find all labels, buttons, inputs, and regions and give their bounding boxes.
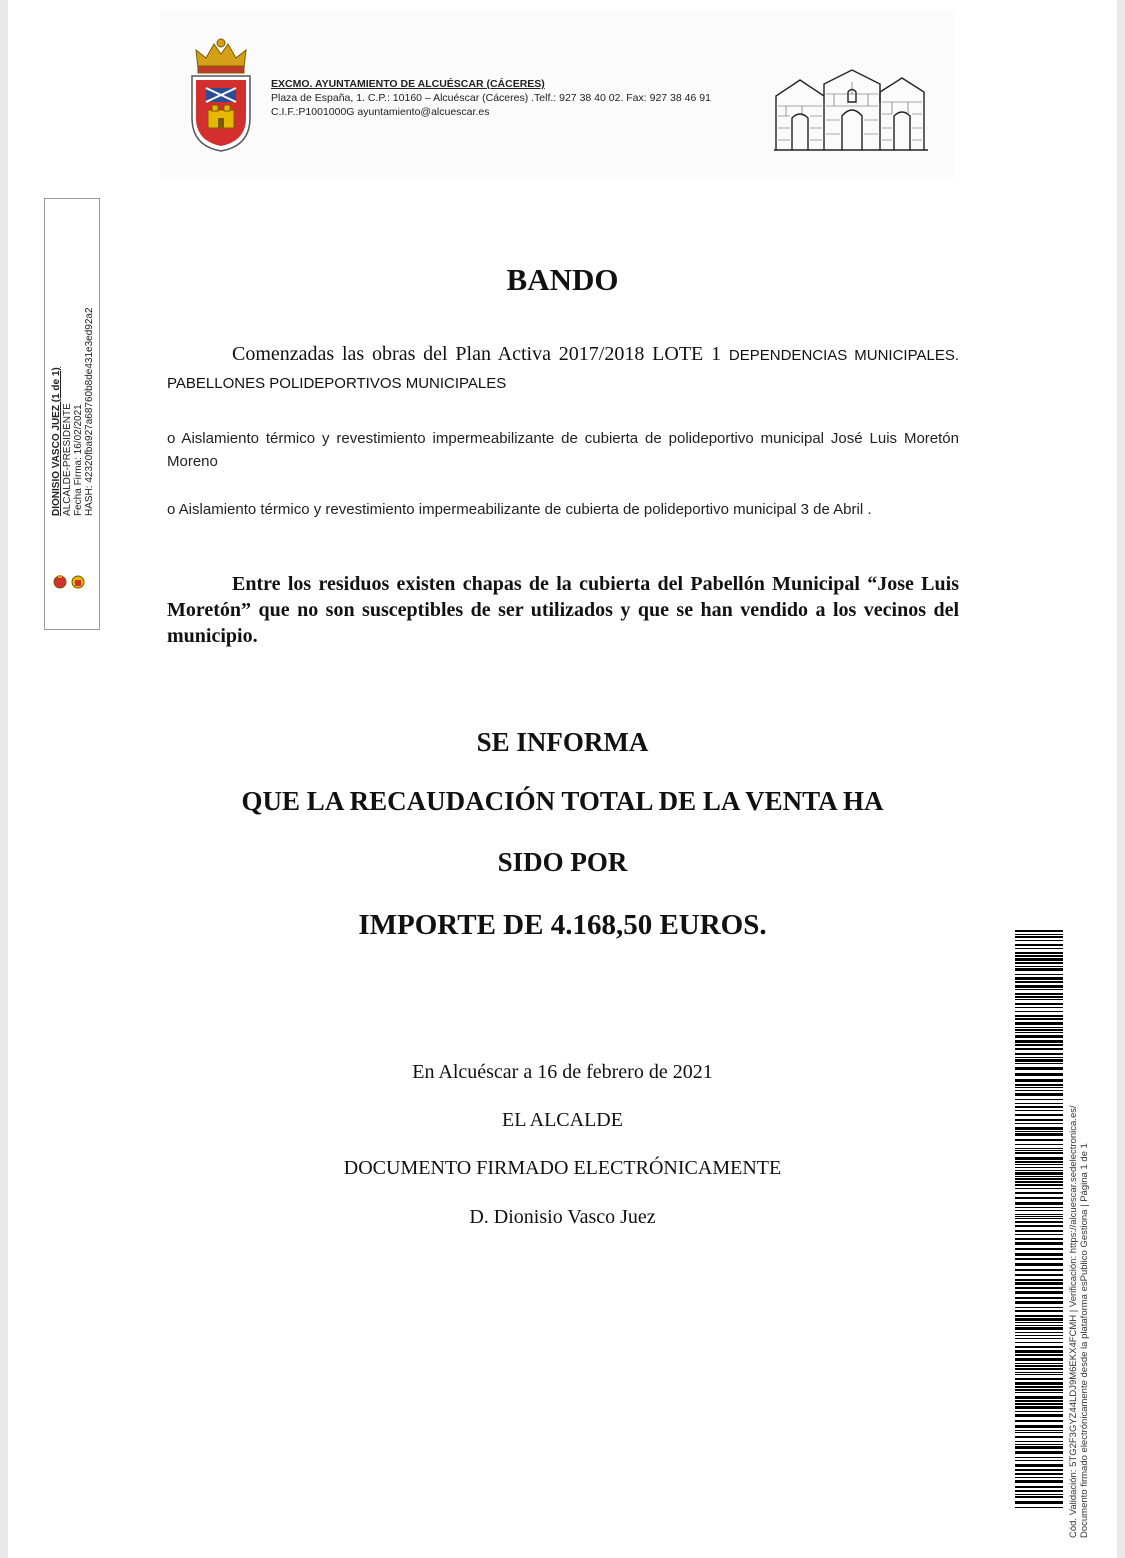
barcode	[1015, 930, 1063, 1508]
barcode-bar	[1015, 1022, 1063, 1025]
barcode-bar	[1015, 1093, 1063, 1096]
barcode-bar	[1015, 1350, 1063, 1353]
barcode-bar	[1015, 1073, 1063, 1076]
barcode-bar	[1015, 1297, 1063, 1299]
barcode-bar	[1015, 1003, 1063, 1005]
coat-of-arms-logo	[186, 38, 256, 153]
barcode-bar	[1015, 999, 1063, 1000]
barcode-bar	[1015, 977, 1063, 980]
verification-code: Cód. Validación: 5TG2F3GYZ44LDJ9M6EKX4FCMH | Verificación: https://alcuescar.sedelectronica.es/	[1068, 1105, 1079, 1538]
barcode-bar	[1015, 1307, 1063, 1308]
barcode-bar	[1015, 1501, 1063, 1504]
barcode-bar	[1015, 1486, 1063, 1488]
closing-office: EL ALCALDE	[502, 1109, 623, 1131]
barcode-bar	[1015, 1327, 1063, 1330]
barcode-bar	[1015, 1436, 1063, 1438]
organization-cif-email: C.I.F.:P1001000G ayuntamiento@alcuescar.es	[271, 106, 490, 118]
barcode-bar	[1015, 1400, 1063, 1402]
barcode-bar	[1015, 1310, 1063, 1312]
barcode-bar	[1015, 1253, 1063, 1256]
barcode-bar	[1015, 1103, 1063, 1104]
barcode-bar	[1015, 1164, 1063, 1165]
barcode-bar	[1015, 1279, 1063, 1281]
barcode-bar	[1015, 1110, 1063, 1111]
barcode-bar	[1015, 1325, 1063, 1326]
barcode-bar	[1015, 1210, 1063, 1211]
barcode-bar	[1015, 981, 1063, 983]
church-drawing	[772, 62, 932, 154]
barcode-bar	[1015, 1044, 1063, 1046]
intro-departments: DEPENDENCIAS MUNICIPALES. PABELLONES POLIDEPORTIVOS MUNICIPALES	[167, 347, 960, 392]
barcode-bar	[1015, 1084, 1063, 1086]
barcode-bar	[1015, 1414, 1063, 1417]
barcode-bar	[1015, 1396, 1063, 1399]
barcode-bar	[1015, 1322, 1063, 1323]
barcode-bar	[1015, 1027, 1063, 1028]
barcode-bar	[1015, 958, 1063, 961]
barcode-bar	[1015, 1406, 1063, 1409]
barcode-bar	[1015, 1332, 1063, 1333]
barcode-bar	[1015, 1507, 1063, 1508]
barcode-bar	[1015, 1242, 1063, 1245]
barcode-bar	[1015, 1389, 1063, 1391]
barcode-bar	[1015, 1172, 1063, 1175]
barcode-bar	[1015, 1181, 1063, 1183]
barcode-bar	[1015, 989, 1063, 990]
barcode-bar	[1015, 1167, 1063, 1168]
barcode-bar	[1015, 952, 1063, 954]
barcode-bar	[1015, 1494, 1063, 1495]
barcode-bar	[1015, 1007, 1063, 1008]
announcement-line-3: SIDO POR	[497, 847, 628, 877]
barcode-bar	[1015, 1469, 1063, 1471]
barcode-bar	[1015, 948, 1063, 949]
barcode-bar	[1015, 1161, 1063, 1163]
barcode-bar	[1015, 1315, 1063, 1317]
barcode-bar	[1015, 1144, 1063, 1145]
barcode-bar	[1015, 1157, 1063, 1160]
barcode-bar	[1015, 1368, 1063, 1370]
barcode-bar	[1015, 968, 1063, 971]
closing-signed-note: DOCUMENTO FIRMADO ELECTRÓNICAMENTE	[343, 1157, 782, 1179]
barcode-bar	[1015, 1430, 1063, 1431]
signer-name: DIONISIO VASCO JUEZ (1 de 1)	[51, 367, 62, 516]
barcode-bar	[1015, 1338, 1063, 1339]
barcode-bar	[1015, 1374, 1063, 1375]
barcode-bar	[1015, 1202, 1063, 1205]
barcode-bar	[1015, 1059, 1063, 1062]
barcode-bar	[1015, 1170, 1063, 1171]
barcode-bar	[1015, 985, 1063, 988]
barcode-bar	[1015, 1216, 1063, 1217]
barcode-bar	[1015, 1015, 1063, 1017]
barcode-bar	[1015, 1221, 1063, 1223]
barcode-bar	[1015, 993, 1063, 995]
barcode-bar	[1015, 1057, 1063, 1058]
barcode-bar	[1015, 1432, 1063, 1433]
barcode-bar	[1015, 1258, 1063, 1260]
barcode-bar	[1015, 1425, 1063, 1428]
barcode-bar	[1015, 1133, 1063, 1136]
signature-hash: HASH: 42320fba927a68760b8de431e3ed92a2	[84, 307, 95, 516]
barcode-bar	[1015, 1365, 1063, 1367]
barcode-bar	[1015, 1079, 1063, 1082]
barcode-bar	[1015, 1301, 1063, 1304]
barcode-bar	[1015, 1382, 1063, 1385]
barcode-bar	[1015, 1477, 1063, 1478]
barcode-bar	[1015, 1214, 1063, 1215]
barcode-bar	[1015, 962, 1063, 964]
barcode-bar	[1015, 1106, 1063, 1108]
barcode-bar	[1015, 1099, 1063, 1100]
barcode-bar	[1015, 1444, 1063, 1445]
barcode-bar	[1015, 1282, 1063, 1285]
barcode-bar	[1015, 944, 1063, 946]
barcode-bar	[1015, 1063, 1063, 1064]
barcode-bar	[1015, 1403, 1063, 1405]
barcode-bar	[1015, 934, 1063, 935]
barcode-bar	[1015, 1131, 1063, 1132]
barcode-bar	[1015, 1123, 1063, 1124]
barcode-bar	[1015, 936, 1063, 938]
barcode-bar	[1015, 1318, 1063, 1321]
barcode-bar	[1015, 1480, 1063, 1483]
barcode-bar	[1015, 1207, 1063, 1208]
announcement-line-2: QUE LA RECAUDACIÓN TOTAL DE LA VENTA HA	[241, 786, 884, 816]
closing-signer: D. Dionisio Vasco Juez	[469, 1206, 656, 1228]
barcode-bar	[1015, 1473, 1063, 1475]
barcode-bar	[1015, 1114, 1063, 1116]
barcode-bar	[1015, 1354, 1063, 1356]
barcode-bar	[1015, 1139, 1063, 1141]
barcode-bar	[1015, 1148, 1063, 1149]
barcode-bar	[1015, 1446, 1063, 1449]
document-title: BANDO	[506, 262, 619, 297]
bullet-item-2: o Aislamiento térmico y revestimiento impermeabilizante de cubierta de polideportivo municipal 3 de Abril .	[167, 501, 872, 518]
barcode-bar	[1015, 1188, 1063, 1189]
intro-paragraph	[167, 341, 959, 397]
barcode-bar	[1015, 1274, 1063, 1276]
signature-text	[51, 216, 95, 516]
closing-place-date: En Alcuéscar a 16 de febrero de 2021	[412, 1061, 713, 1083]
intro-text: Comenzadas las obras del Plan Activa 2017/2018 LOTE 1	[232, 343, 722, 365]
notice-paragraph: Entre los residuos existen chapas de la cubierta del Pabellón Municipal “Jose Luis Moretón” que no son susceptibles de ser utilizados y que se han vendido a los vecinos del municipio.	[167, 573, 959, 647]
barcode-bar	[1015, 1011, 1063, 1012]
barcode-bar	[1015, 1490, 1063, 1492]
barcode-bar	[1015, 966, 1063, 967]
barcode-bar	[1015, 1018, 1063, 1020]
barcode-bar	[1015, 1192, 1063, 1194]
signature-date: Fecha Firma: 16/02/2021	[73, 404, 84, 516]
barcode-bar	[1015, 1150, 1063, 1151]
barcode-bar	[1015, 1184, 1063, 1186]
letterhead-text	[271, 77, 711, 119]
barcode-bar	[1015, 955, 1063, 957]
barcode-bar	[1015, 1225, 1063, 1227]
verification-platform: Documento firmado electrónicamente desde la plataforma esPublico Gestiona | Página 1 de 1	[1079, 1143, 1090, 1538]
barcode-bar	[1015, 1269, 1063, 1271]
barcode-bar	[1015, 1287, 1063, 1289]
barcode-bar	[1015, 1048, 1063, 1050]
bullet-item-1: o Aislamiento térmico y revestimiento impermeabilizante de cubierta de polideportivo municipal José Luis Moretón Moreno	[167, 430, 959, 470]
barcode-bar	[1015, 1372, 1063, 1373]
barcode-bar	[1015, 974, 1063, 975]
barcode-bar	[1015, 1234, 1063, 1235]
page-edge-left	[0, 0, 8, 1558]
barcode-bar	[1015, 1411, 1063, 1412]
barcode-bar	[1015, 1420, 1063, 1422]
barcode-bar	[1015, 1378, 1063, 1380]
barcode-bar	[1015, 1032, 1063, 1033]
barcode-bar	[1015, 1335, 1063, 1336]
verification-text	[1068, 978, 1090, 1538]
barcode-bar	[1015, 1464, 1063, 1467]
barcode-bar	[1015, 1029, 1063, 1031]
barcode-bar	[1015, 1451, 1063, 1454]
barcode-bar	[1015, 1238, 1063, 1240]
barcode-bar	[1015, 1346, 1063, 1348]
barcode-bar	[1015, 1035, 1063, 1038]
signature-seal-icon	[51, 572, 87, 592]
barcode-bar	[1015, 1040, 1063, 1043]
barcode-bar	[1015, 1392, 1063, 1393]
barcode-bar	[1015, 1090, 1063, 1091]
barcode-bar	[1015, 1291, 1063, 1294]
barcode-bar	[1015, 1496, 1063, 1498]
barcode-bar	[1015, 1460, 1063, 1461]
barcode-bar	[1015, 930, 1063, 932]
barcode-bar	[1015, 1342, 1063, 1343]
barcode-bar	[1015, 1197, 1063, 1199]
barcode-bar	[1015, 1263, 1063, 1266]
barcode-bar	[1015, 1152, 1063, 1154]
barcode-bar	[1015, 1358, 1063, 1361]
barcode-bar	[1015, 1053, 1063, 1055]
barcode-bar	[1015, 1218, 1063, 1219]
barcode-bar	[1015, 1178, 1063, 1180]
barcode-bar	[1015, 940, 1063, 941]
announcement-line-1: SE INFORMA	[476, 727, 649, 757]
organization-address: Plaza de España, 1. C.P.: 10160 – Alcuéscar (Cáceres) .Telf.: 927 38 40 02. Fax: 927 38 46 91	[271, 92, 711, 104]
barcode-bar	[1015, 1067, 1063, 1070]
organization-name: EXCMO. AYUNTAMIENTO DE ALCUÉSCAR (CÁCERES)	[271, 78, 545, 90]
barcode-bar	[1015, 1248, 1063, 1250]
barcode-bar	[1015, 1119, 1063, 1121]
barcode-bar	[1015, 1127, 1063, 1130]
barcode-bar	[1015, 1441, 1063, 1442]
barcode-bar	[1015, 1386, 1063, 1388]
barcode-bar	[1015, 1363, 1063, 1364]
barcode-bar	[1015, 1457, 1063, 1458]
announcement-amount: IMPORTE DE 4.168,50 EUROS.	[358, 909, 767, 941]
barcode-bar	[1015, 1176, 1063, 1177]
barcode-bar	[1015, 1087, 1063, 1088]
page-edge-right	[1117, 0, 1125, 1558]
barcode-bar	[1015, 996, 1063, 998]
signer-role: ALCALDE-PRESIDENTE	[62, 403, 73, 516]
barcode-bar	[1015, 1230, 1063, 1232]
